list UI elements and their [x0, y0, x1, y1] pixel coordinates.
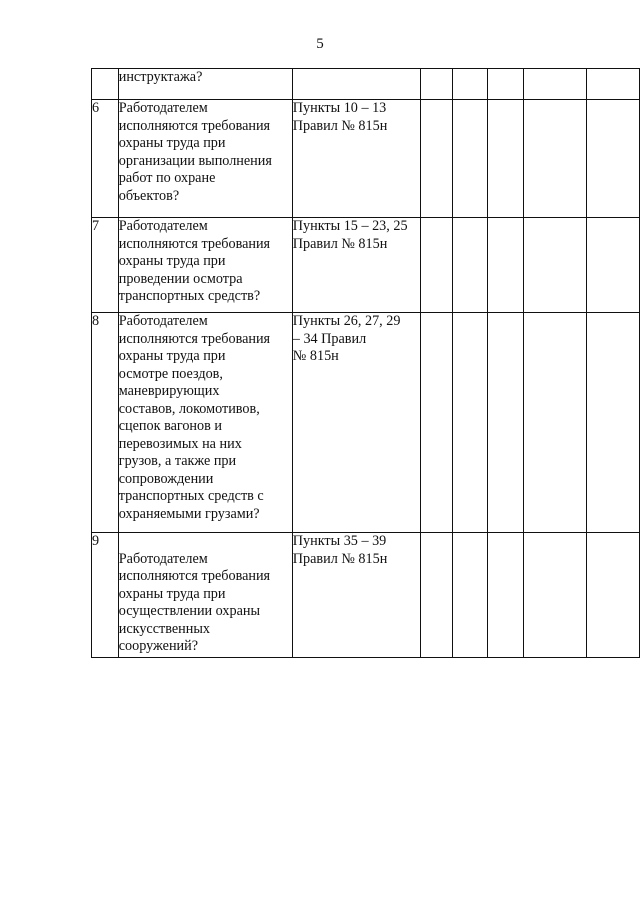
note-cell: [586, 218, 639, 313]
answer-cell: [453, 218, 488, 313]
answer-cell: [420, 100, 453, 218]
note-cell: [586, 533, 639, 658]
page-number: 5: [316, 36, 324, 52]
table-row: [92, 100, 640, 218]
answer-cell: [524, 313, 586, 533]
regulation-reference: [292, 69, 420, 100]
note-cell: [586, 69, 639, 100]
requirement-question: Работодателем исполняются требования охраны труда при проведении осмотра транспортных средств?: [118, 218, 292, 313]
requirement-question: Работодателем исполняются требования охраны труда при организации выполнения работ по охране объектов?: [118, 100, 292, 218]
answer-cell: [524, 218, 586, 313]
row-number: 9: [92, 533, 119, 658]
regulation-reference: Пункты 10 – 13 Правил № 815н: [292, 100, 420, 218]
answer-cell: [453, 533, 488, 658]
answer-cell: [453, 100, 488, 218]
answer-cell: [487, 218, 524, 313]
answer-cell: [487, 533, 524, 658]
answer-cell: [453, 313, 488, 533]
requirement-question: инструктажа?: [118, 69, 292, 100]
answer-cell: [420, 313, 453, 533]
row-number: [92, 69, 119, 100]
table-row: [92, 69, 640, 100]
answer-cell: [524, 100, 586, 218]
table-row: [92, 533, 640, 658]
answer-cell: [524, 69, 586, 100]
requirement-question: Работодателем исполняются требования охраны труда при осмотре поездов, маневрирующих составов, локомотивов, сцепок вагонов и перевозимых на них грузов, а также при сопровождении транспортных средств с охраняемыми грузами?: [118, 313, 292, 533]
answer-cell: [487, 69, 524, 100]
note-cell: [586, 313, 639, 533]
answer-cell: [420, 533, 453, 658]
answer-cell: [487, 100, 524, 218]
answer-cell: [524, 533, 586, 658]
answer-cell: [420, 218, 453, 313]
table-row: [92, 218, 640, 313]
regulation-reference: Пункты 35 – 39 Правил № 815н: [292, 533, 420, 658]
requirement-question: Работодателем исполняются требования охраны труда при осуществлении охраны искусственных сооружений?: [118, 533, 292, 658]
answer-cell: [487, 313, 524, 533]
regulation-reference: Пункты 15 – 23, 25 Правил № 815н: [292, 218, 420, 313]
note-cell: [586, 100, 639, 218]
answer-cell: [453, 69, 488, 100]
checklist-table: [91, 68, 640, 658]
row-number: 8: [92, 313, 119, 533]
answer-cell: [420, 69, 453, 100]
row-number: 6: [92, 100, 119, 218]
row-number: 7: [92, 218, 119, 313]
table-row: [92, 313, 640, 533]
regulation-reference: Пункты 26, 27, 29 – 34 Правил № 815н: [292, 313, 420, 533]
